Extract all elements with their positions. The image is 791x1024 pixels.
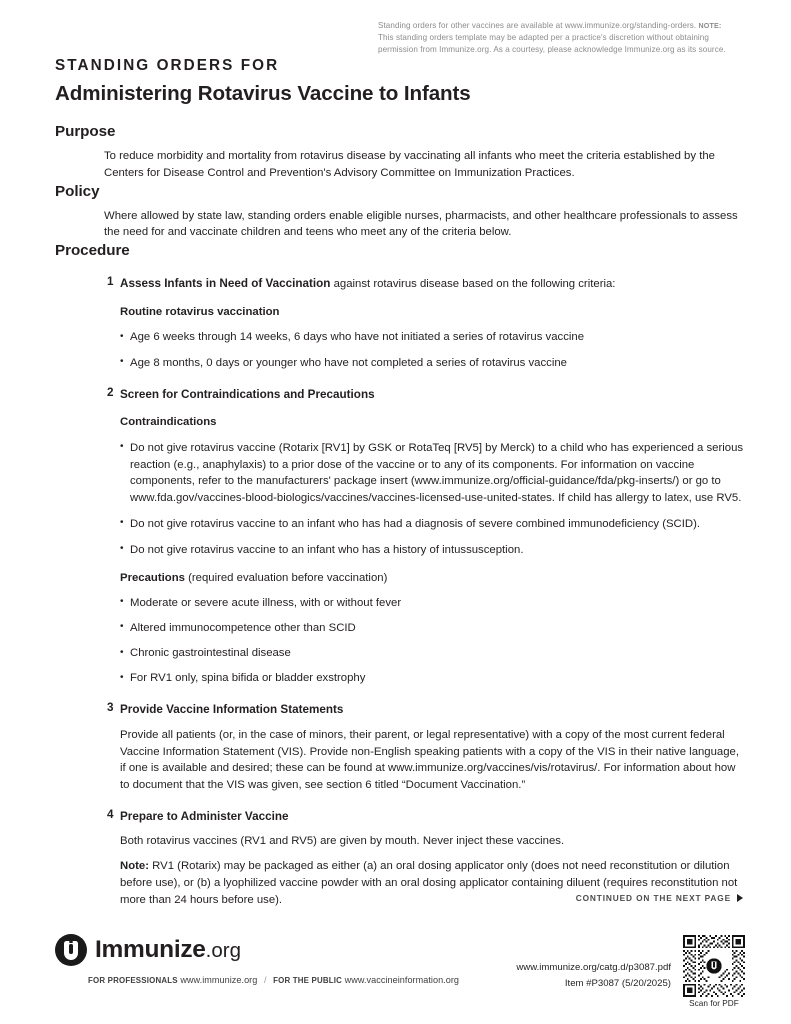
header-note-label: NOTE:	[698, 22, 722, 30]
footer-links	[88, 975, 459, 985]
precautions-subhead-label: Precautions	[120, 571, 185, 584]
precautions-bullets	[120, 595, 745, 688]
for-professionals-label: FOR PROFESSIONALS	[88, 976, 178, 985]
list-item: • Altered immunocompetence other than SCID	[120, 620, 745, 637]
procedure-item-2-title: Screen for Contraindications and Precautions	[120, 387, 375, 401]
immunize-shield-icon	[55, 934, 87, 966]
qr-code-icon[interactable]	[683, 935, 745, 997]
document-content	[55, 122, 745, 909]
list-item: • For RV1 only, spina bifida or bladder exstrophy	[120, 670, 745, 687]
for-public-label: FOR THE PUBLIC	[273, 976, 343, 985]
qr-caption: Scan for PDF	[689, 999, 739, 1008]
list-item: • Do not give rotavirus vaccine to an infant who has a history of intussusception.	[120, 542, 745, 559]
logo-wordmark	[95, 937, 241, 964]
procedure-item-2-heading	[120, 385, 745, 404]
list-item: • Moderate or severe acute illness, with or without fever	[120, 595, 745, 612]
section-heading-procedure: Procedure	[55, 242, 130, 260]
list-item: • Age 6 weeks through 14 weeks, 6 days who have not initiated a series of rotavirus vaccine	[120, 329, 745, 346]
for-public-url[interactable]: www.vaccineinformation.org	[344, 975, 460, 985]
qr-code-block	[683, 935, 745, 1008]
procedure-item-3-title: Provide Vaccine Information Statements	[120, 703, 344, 717]
continued-label: CONTINUED ON THE NEXT PAGE	[575, 893, 731, 903]
catalog-url[interactable]: www.immunize.org/catg.d/p3087.pdf	[516, 962, 671, 973]
footer-catalog-info	[516, 960, 671, 992]
for-professionals-url[interactable]: www.immunize.org	[180, 975, 258, 985]
footer-separator: /	[263, 975, 267, 985]
title-kicker: STANDING ORDERS FOR	[55, 57, 280, 74]
logo-name: Immunize	[95, 935, 206, 963]
item-number: Item #P3087 (5/20/2025)	[564, 978, 671, 989]
procedure-item-3-number: 3	[107, 701, 114, 715]
procedure-item-4-title: Prepare to Administer Vaccine	[120, 809, 289, 823]
continued-next-page	[576, 893, 743, 903]
list-item: • Do not give rotavirus vaccine to an infant who has had a diagnosis of severe combined immunodeficiency (SCID).	[120, 516, 745, 533]
contraindications-subhead: Contraindications	[120, 416, 217, 429]
procedure-item-4-heading	[120, 807, 745, 826]
routine-vaccination-subhead: Routine rotavirus vaccination	[120, 305, 280, 318]
procedure-item-1-title-rest: against rotavirus disease based on the following criteria:	[330, 278, 616, 291]
logo-tld: .org	[205, 938, 241, 962]
header-note	[378, 20, 738, 55]
procedure-item-2	[55, 385, 745, 687]
procedure-item-1	[55, 274, 745, 372]
routine-vaccination-bullets	[120, 329, 745, 372]
procedure-item-1-heading	[120, 274, 745, 293]
list-item: • Chronic gastrointestinal disease	[120, 645, 745, 662]
procedure-item-4-paragraph: Both rotavirus vaccines (RV1 and RV5) are given by mouth. Never inject these vaccines.	[120, 835, 565, 848]
list-item: • Age 8 months, 0 days or younger who have not completed a series of rotavirus vaccine	[120, 355, 745, 372]
shield-glyph	[64, 941, 78, 960]
procedure-item-3	[55, 700, 745, 794]
precautions-subhead	[120, 570, 745, 587]
procedure-item-4-number: 4	[107, 807, 114, 821]
header-note-line1: Standing orders for other vaccines are available at www.immunize.org/standing-orders.	[378, 21, 697, 30]
procedure-item-3-heading	[120, 700, 745, 719]
footer-logo	[55, 934, 241, 966]
procedure-item-4-note-label: Note:	[120, 860, 149, 873]
precautions-subhead-rest: (required evaluation before vaccination)	[184, 571, 388, 584]
list-item: • Do not give rotavirus vaccine (Rotarix [RV1] by GSK or RotaTeq [RV5] by Merck) to a child who has experienced a serious reaction (e.g., anaphylaxis) to a prior dose of the vaccine or to any of its components. For information on vaccine components, refer to the manufacturers' package insert (www.immunize.org/official-guidance/fda/pkg-inserts/) or go to www.fda.gov/vaccines-blood-biologics/vaccines/vaccines-licensed-use-united-states. If child has allergy to latex, use RV5.	[120, 440, 745, 507]
procedure-item-3-paragraph: Provide all patients (or, in the case of minors, their parent, or legal representative) with a copy of the most current federal Vaccine Information Statement (VIS). Provide non-English speaking patients with a copy of the VIS in their native language, if one is available and desired; these can be found at www.immunize.org/vaccines/vis/rotavirus/. For information about how to document that the VIS was given, see section 6 titled “Document Vaccination.”	[120, 728, 740, 792]
header-note-body: This standing orders template may be adapted per a practice's discretion without obtaining permission from Immunize.org. As a courtesy, please acknowledge Immunize.org as its source.	[378, 33, 726, 54]
title-block	[55, 56, 615, 107]
arrow-right-icon	[737, 894, 743, 902]
procedure-item-4-note-body: RV1 (Rotarix) may be packaged as either (a) an oral dosing applicator only (does not need reconstitution or dilution before use), or (b) a lyophilized vaccine powder with an oral dosing applicator containing diluent (requires reconstitution not more than 24 hours before use).	[120, 860, 738, 906]
section-heading-policy: Policy	[55, 182, 100, 200]
section-heading-purpose: Purpose	[55, 123, 116, 140]
contraindications-bullets	[120, 440, 745, 559]
procedure-item-1-title: Assess Infants in Need of Vaccination	[120, 277, 331, 291]
procedure-item-1-number: 1	[107, 275, 114, 289]
policy-body: Where allowed by state law, standing orders enable eligible nurses, pharmacists, and other healthcare professionals to assess the need for and vaccinate children and teens who meet any of the criteria below.	[104, 209, 738, 239]
page-title: Administering Rotavirus Vaccine to Infants	[55, 82, 471, 105]
purpose-body: To reduce morbidity and mortality from rotavirus disease by vaccinating all infants who meet the criteria established by the Centers for Disease Control and Prevention's Advisory Committee on Immunization Practices.	[104, 150, 715, 179]
procedure-item-2-number: 2	[107, 385, 114, 399]
